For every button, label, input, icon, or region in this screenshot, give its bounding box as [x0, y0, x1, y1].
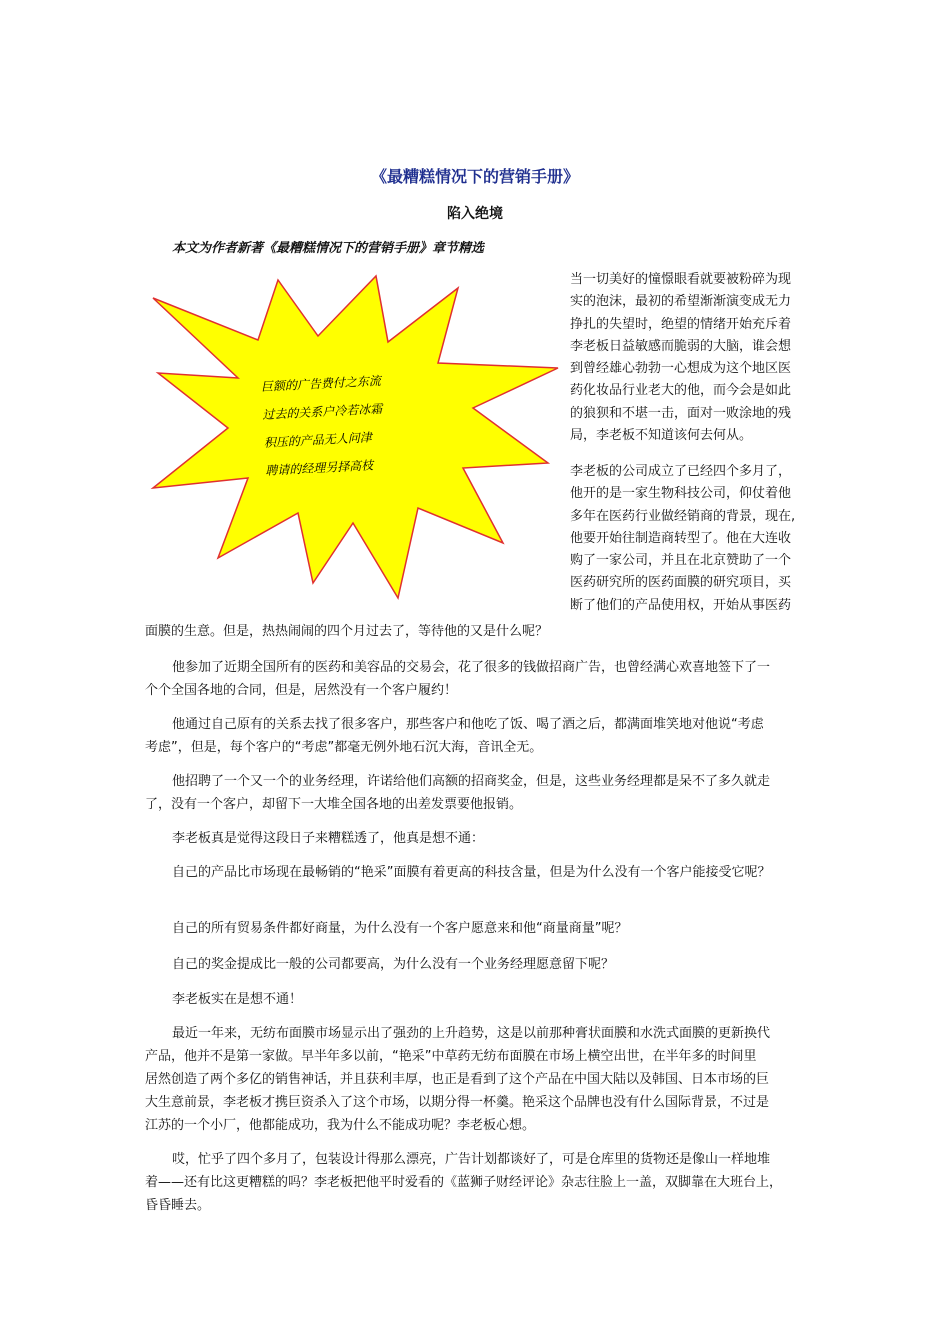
- body-line: 他通过自己原有的关系去找了很多客户，那些客户和他吃了饭、喝了酒之后，都满面堆笑地对他说“考虑: [172, 717, 764, 732]
- body-line: 自己的产品比市场现在最畅销的“艳采”面膜有着更高的科技含量，但是为什么没有一个客户能接受它呢？: [172, 865, 771, 880]
- text-line: 他要开始往制造商转型了。他在大连收: [570, 530, 792, 546]
- text-line: 挣扎的失望时，绝望的情绪开始充斥着: [570, 316, 792, 332]
- body-line: 了，没有一个客户，却留下一大堆全国各地的出差发票要他报销。: [145, 797, 523, 812]
- body-line: 个个全国各地的合同，但是，居然没有一个客户履约！: [145, 683, 458, 698]
- excerpt-note: 本文为作者新著《最糟糕情况下的营销手册》章节精选: [172, 241, 485, 256]
- section-title: 陷入绝境: [447, 206, 503, 222]
- body-line: 江苏的一个小厂，他都能成功，我为什么不能成功呢？李老板心想。: [145, 1118, 536, 1133]
- text-line: 药化妆品行业老大的他，而今会是如此: [570, 383, 792, 399]
- document-title: 《最糟糕情况下的营销手册》: [370, 167, 579, 186]
- body-line: 自己的所有贸易条件都好商量，为什么没有一个客户愿意来和他“商量商量”呢？: [172, 921, 628, 936]
- star-line: 过去的关系户冷若冰霜: [262, 401, 383, 422]
- body-line: 最近一年来，无纺布面膜市场显示出了强劲的上升趋势，这是以前那种膏状面膜和水洗式面膜的更新换代: [172, 1026, 771, 1041]
- body-line: 他参加了近期全国所有的医药和美容品的交易会，花了很多的钱做招商广告，也曾经满心欢喜地签下了一: [172, 660, 771, 675]
- right-column-paragraph-1: [570, 269, 810, 447]
- text-line: 当一切美好的憧憬眼看就要被粉碎为现: [570, 272, 792, 287]
- body-line: 他招聘了一个又一个的业务经理，许诺给他们高额的招商奖金，但是，这些业务经理都是呆不了多久就走: [172, 774, 771, 789]
- text-line: 他开的是一家生物科技公司，仰仗着他: [570, 486, 792, 502]
- right-column-paragraph-2: [570, 461, 810, 617]
- body-line: 昏昏睡去。: [145, 1198, 211, 1213]
- star-line: 巨额的广告费付之东流: [260, 373, 382, 395]
- text-line: 李老板的公司成立了已经四个多月了，: [570, 464, 792, 479]
- body-line: 着——还有比这更糟糕的吗？李老板把他平时爱看的《蓝狮子财经评论》杂志往脸上一盖，双脚靠在大班台上，: [145, 1175, 783, 1190]
- body-line: 居然创造了两个多亿的销售神话，并且获利丰厚，也正是看到了这个产品在中国大陆以及韩国、日本市场的巨: [145, 1072, 770, 1087]
- body-line: 产品，他并不是第一家做。早半年多以前，“艳采”中草药无纺布面膜在市场上横空出世，在半年多的时间里: [145, 1049, 757, 1064]
- body-line: 考虑”，但是，每个客户的“考虑”都毫无例外地石沉大海，音讯全无。: [145, 740, 543, 755]
- body-line: 大生意前景，李老板才携巨资杀入了这个市场，以期分得一杯羹。艳采这个品牌也没有什么国际背景，不过是: [145, 1095, 770, 1110]
- text-line: 李老板日益敏感而脆弱的大脑，谁会想: [570, 338, 792, 354]
- text-line: 多年在医药行业做经销商的背景，现在,: [570, 508, 796, 524]
- starburst-text: [260, 363, 456, 485]
- text-line: 断了他们的产品使用权，开始从事医药: [570, 597, 792, 613]
- text-line: 到曾经雄心勃勃一心想成为这个地区医: [570, 361, 792, 377]
- body-line: 李老板真是觉得这段日子来糟糕透了，他真是想不通：: [172, 831, 485, 846]
- text-line: 医药研究所的医药面膜的研究项目，买: [570, 575, 792, 591]
- body-line: 面膜的生意。但是，热热闹闹的四个月过去了，等待他的又是什么呢？: [145, 624, 549, 639]
- body-line: 李老板实在是想不通！: [172, 992, 303, 1007]
- text-line: 实的泡沫，最初的希望渐渐演变成无力: [570, 294, 792, 310]
- star-line: 聘请的经理另择高枝: [264, 458, 374, 478]
- star-line: 积压的产品无人问津: [263, 430, 373, 450]
- starburst-callout: [148, 268, 568, 604]
- body-line: 哎，忙乎了四个多月了，包装设计得那么漂亮，广告计划都谈好了，可是仓库里的货物还是像山一样地堆: [172, 1152, 771, 1167]
- text-line: 局，李老板不知道该何去何从。: [570, 428, 753, 444]
- body-line: 自己的奖金提成比一般的公司都要高，为什么没有一个业务经理愿意留下呢？: [172, 957, 615, 972]
- text-line: 购了一家公司，并且在北京赞助了一个: [570, 553, 792, 569]
- text-line: 的狼狈和不堪一击，面对一败涂地的残: [570, 405, 792, 421]
